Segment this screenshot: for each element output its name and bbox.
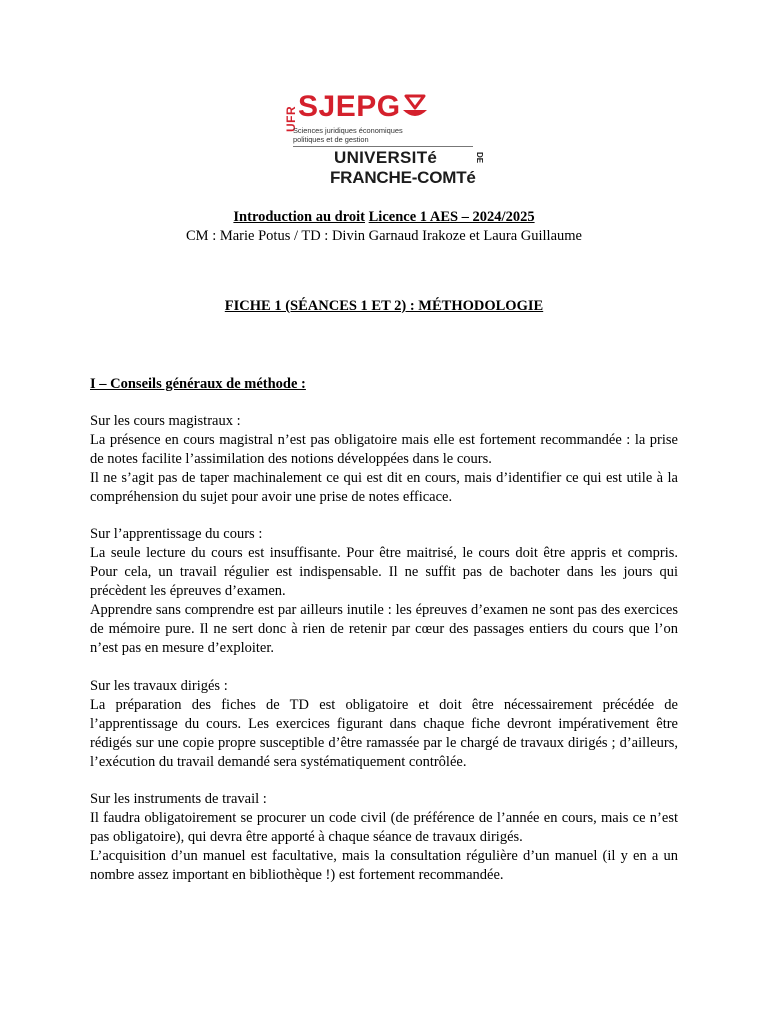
logo-ufr-label: UFR <box>284 105 298 132</box>
advice-block-tutorials <box>90 677 678 772</box>
block-paragraph: La seule lecture du cours est insuffisante. Pour être maitrisé, le cours doit être appris et compris. Pour cela, un travail régulier est indispensable. Il ne suffit pas de bachoter dans les jours qui précèdent les épreuves d’examen. <box>90 545 678 599</box>
logo-subtitle: Sciences juridiques économiques politiques et de gestion <box>293 126 403 144</box>
block-heading: Sur l’apprentissage du cours : <box>90 526 263 542</box>
sheet-title: FICHE 1 (SÉANCES 1 ET 2) : MÉTHODOLOGIE <box>224 298 544 314</box>
logo-divider <box>293 146 473 147</box>
university-logo <box>282 86 490 190</box>
block-paragraph: La présence en cours magistral n’est pas obligatoire mais elle est fortement recommandée : la prise de notes facilite l’assimilation des notions développées dans le cours. <box>90 432 678 467</box>
logo-university-line1: UNIVERSITé <box>334 148 438 167</box>
block-heading: Sur les cours magistraux : <box>90 413 241 429</box>
advice-block-lectures <box>90 412 678 507</box>
logo-de-label: DE <box>475 152 484 164</box>
course-title <box>0 208 768 226</box>
advice-block-tools <box>90 790 678 885</box>
block-paragraph: Il faudra obligatoirement se procurer un code civil (de préférence de l’année en cours, mais ce n’est pas obligatoire), qui devra être apporté à chaque séance de travaux dirigés. <box>90 810 678 845</box>
course-name: Introduction au droit <box>233 209 366 225</box>
course-teachers: CM : Marie Potus / TD : Divin Garnaud Irakoze et Laura Guillaume <box>186 228 582 244</box>
block-paragraph: La préparation des fiches de TD est obligatoire et doit être nécessairement précédée de l’apprentissage du cours. Les exercices figurant dans chaque fiche devront impérativement être rédigés sur une copie propre susceptible d’être ramassée par le chargé de travaux dirigés ; d’ailleurs, l’exécution du travail demandé sera systématiquement contrôlée. <box>90 697 678 770</box>
section-title: I – Conseils généraux de méthode : <box>90 376 306 392</box>
block-paragraph: L’acquisition d’un manuel est facultative, mais la consultation régulière d’un manuel (il y en a un nombre assez important en bibliothèque !) est fortement recommandée. <box>90 848 678 883</box>
logo-university-line2: FRANCHE-COMTé <box>330 168 476 187</box>
scales-of-justice-icon <box>400 92 430 122</box>
advice-block-learning <box>90 525 678 658</box>
block-paragraph: Apprendre sans comprendre est par ailleurs inutile : les épreuves d’examen ne sont pas des exercices de mémoire pure. Il ne sert donc à rien de retenir par cœur des passages entiers du cours que l’on n’est pas en mesure d’exploiter. <box>90 602 678 656</box>
block-heading: Sur les instruments de travail : <box>90 791 267 807</box>
course-level: Licence 1 AES – 2024/2025 <box>368 209 535 225</box>
block-heading: Sur les travaux dirigés : <box>90 678 228 694</box>
block-paragraph: Il ne s’agit pas de taper machinalement ce qui est dit en cours, mais d’identifier ce qui est utile à la compréhension du sujet pour avoir une prise de notes efficace. <box>90 470 678 505</box>
logo-sjepg-label: SJEPG <box>298 90 401 123</box>
